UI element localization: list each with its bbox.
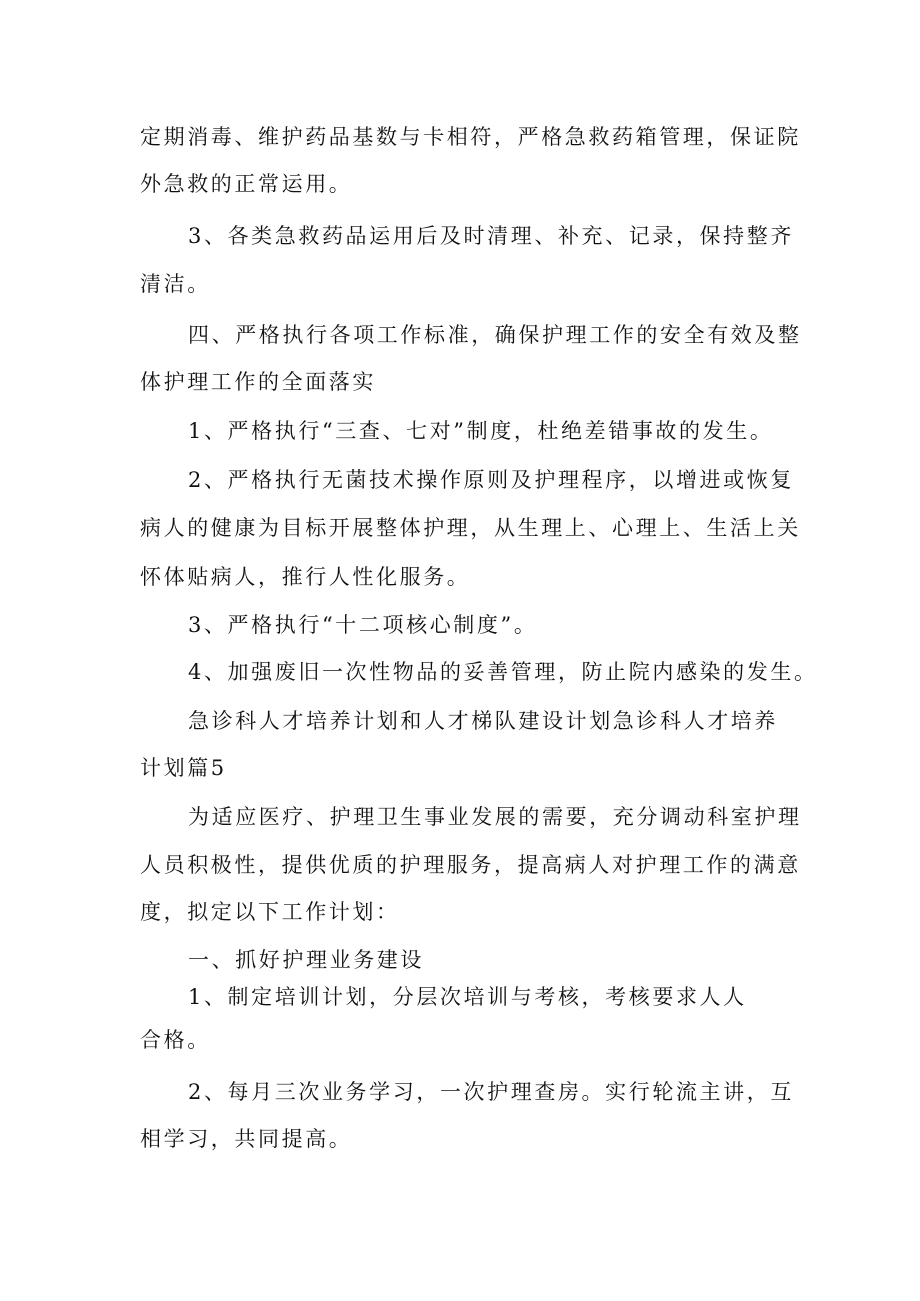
text-line: 合格。: [140, 1028, 211, 1052]
text-line: 人员积极性，提供优质的护理服务，提高病人对护理工作的满意: [140, 853, 801, 877]
text-line: 为适应医疗、护理卫生事业发展的需要，充分调动科室护理: [188, 805, 802, 829]
text-line: 3、各类急救药品运用后及时清理、补充、记录，保持整齐: [188, 224, 794, 248]
text-line: 体护理工作的全面落实: [140, 370, 376, 394]
text-line: 4、加强废旧一次性物品的妥善管理，防止院内感染的发生。: [188, 660, 818, 684]
text-line: 2、严格执行无菌技术操作原则及护理程序，以增进或恢复: [188, 468, 794, 492]
text-line: 病人的健康为目标开展整体护理，从生理上、心理上、生活上关: [140, 516, 801, 540]
text-line: 3、严格执行“十二项核心制度”。: [188, 613, 538, 637]
text-line: 2、每月三次业务学习，一次护理查房。实行轮流主讲，互: [188, 1080, 794, 1104]
text-line: 度，拟定以下工作计划：: [140, 900, 400, 924]
text-line: 四、严格执行各项工作标准，确保护理工作的安全有效及整: [188, 323, 802, 347]
text-line: 1、严格执行“三查、七对”制度，杜绝差错事故的发生。: [188, 419, 774, 443]
text-line: 定期消毒、维护药品基数与卡相符，严格急救药箱管理，保证院: [140, 125, 801, 149]
text-line: 清洁。: [140, 272, 211, 296]
text-line: 计划篇5: [140, 756, 227, 780]
text-line: 相学习，共同提高。: [140, 1127, 353, 1151]
text-line: 1、制定培训计划，分层次培训与考核，考核要求人人: [188, 985, 747, 1009]
text-line: 一、抓好护理业务建设: [188, 948, 424, 972]
text-line: 急诊科人才培养计划和人才梯队建设计划急诊科人才培养: [188, 709, 778, 733]
text-line: 外急救的正常运用。: [140, 172, 353, 196]
text-line: 怀体贴病人，推行人性化服务。: [140, 565, 471, 589]
